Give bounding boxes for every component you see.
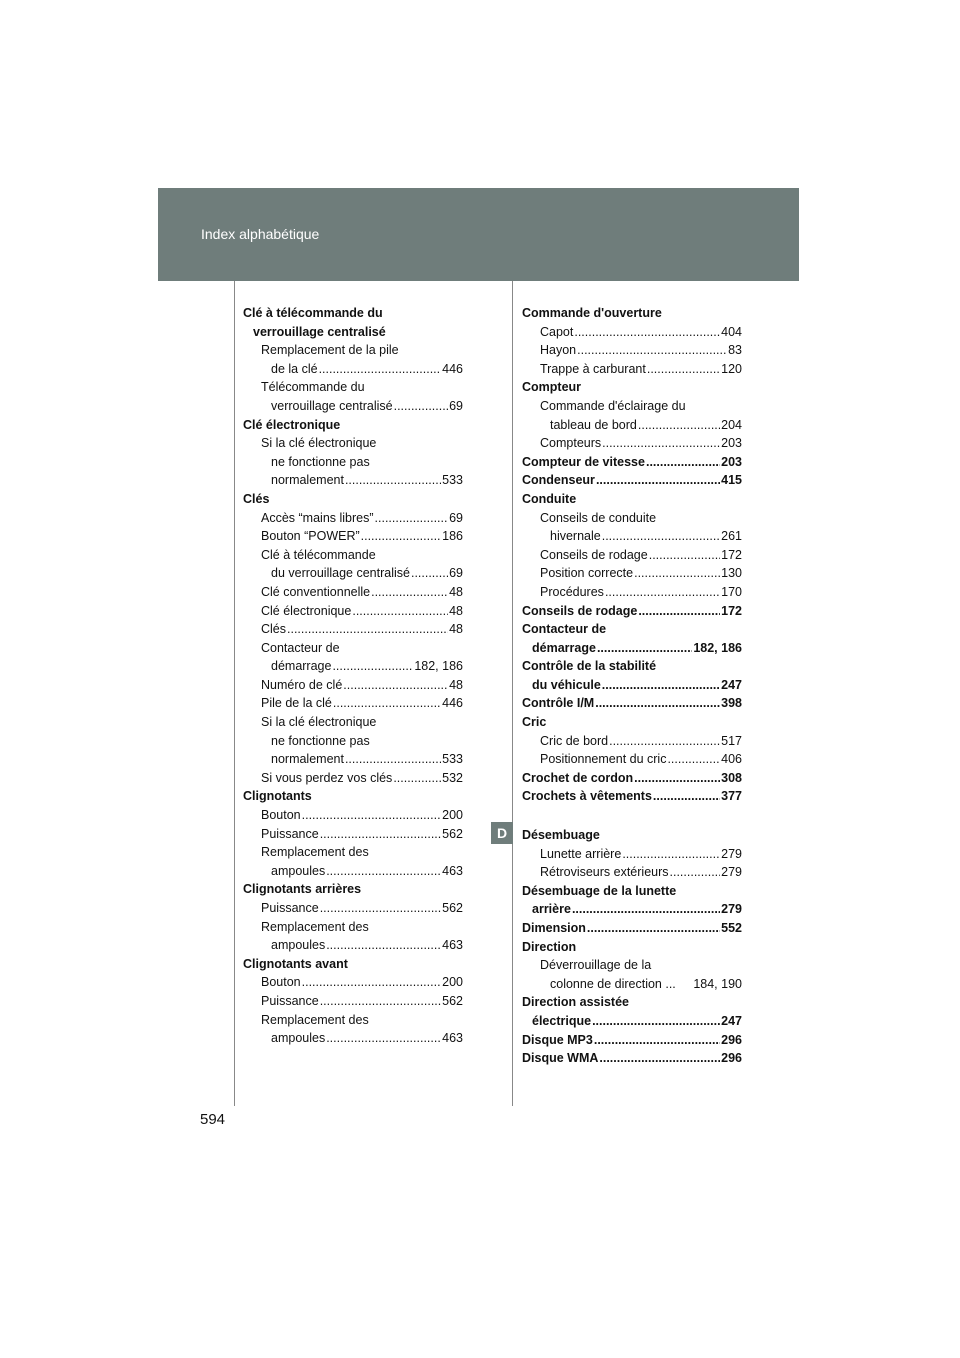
index-heading [243,304,463,323]
index-entry[interactable] [243,620,463,639]
entry-text: Si la clé électronique [261,436,377,451]
entry-text: Crochets à vêtements [522,789,652,804]
leader-dots [320,992,441,1011]
leader-dots [375,509,449,528]
index-entry[interactable] [243,899,463,918]
leader-dots [394,397,449,416]
leader-dots [287,620,448,639]
index-heading[interactable] [522,919,742,938]
index-entry[interactable] [522,360,742,379]
leader-dots [670,863,721,882]
leader-dots [622,845,720,864]
page-reference[interactable]: 296 [721,1032,742,1047]
index-entry[interactable] [522,341,742,360]
index-entry[interactable] [243,806,463,825]
leader-dots [326,936,441,955]
page-reference[interactable]: 532 [442,770,463,785]
page-reference[interactable]: 48 [449,622,463,637]
entry-text: ne fonctionne pas [271,733,370,748]
page-reference[interactable]: 69 [449,398,463,413]
page-reference[interactable]: 377 [721,789,742,804]
entry-text: Commande d'ouverture [522,306,662,320]
page-reference[interactable]: 446 [442,696,463,711]
entry-text: Procédures [540,584,604,599]
leader-dots [326,1029,441,1048]
page-reference[interactable]: 415 [721,473,742,488]
entry-text: Positionnement du cric [540,752,667,767]
entry-text: Compteur de vitesse [522,454,645,469]
leader-dots [393,769,441,788]
index-heading [522,826,742,845]
entry-text: Position correcte [540,566,634,581]
leader-dots [599,1049,720,1068]
entry-text: Clignotants avant [243,956,348,971]
page-reference[interactable]: 279 [721,902,742,917]
index-entry [522,397,742,416]
page-reference[interactable]: 120 [721,361,742,376]
page-reference[interactable]: 204 [721,417,742,432]
leader-dots [574,323,720,342]
entry-text: Dimension [522,921,586,935]
entry-text: Déverrouillage de la [540,958,652,973]
leader-dots [596,471,720,490]
entry-text: Pile de la clé [261,696,332,711]
index-entry[interactable] [243,769,463,788]
page-reference[interactable]: 48 [449,603,463,618]
leader-dots [320,899,441,918]
entry-text: Contacteur de [261,640,340,655]
page-reference[interactable]: 182, 186 [414,659,463,674]
page-reference[interactable]: 182, 186 [693,640,742,655]
index-heading[interactable] [522,1012,742,1031]
index-entry [243,843,463,862]
index-entry [243,453,463,472]
page-reference[interactable]: 261 [721,529,742,544]
entry-text: Commande d'éclairage du [540,398,686,413]
index-entry[interactable] [522,546,742,565]
header-title: Index alphabétique [201,226,320,242]
index-entry [522,956,742,975]
entry-text: Télécommande du [261,380,365,395]
index-entry[interactable] [522,975,742,994]
leader-dots [667,750,720,769]
entry-text: Conseils de conduite [540,510,657,525]
entry-text: Clignotants [243,789,312,804]
entry-text: Accès “mains libres” [261,510,374,525]
entry-text: Clé à télécommande [261,547,376,562]
index-entry [243,434,463,453]
page-reference[interactable]: 48 [449,677,463,692]
index-entry[interactable] [243,936,463,955]
index-entry[interactable] [243,825,463,844]
index-entry[interactable] [243,1029,463,1048]
column-divider-left [234,281,235,1106]
page-reference[interactable]: 184, 190 [693,976,742,991]
page-reference[interactable]: 308 [721,770,742,785]
page-reference[interactable]: 186 [442,529,463,544]
leader-dots [594,1031,720,1050]
leader-dots [653,787,720,806]
entry-text: du véhicule [532,677,601,692]
index-entry[interactable] [522,323,742,342]
entry-text: Direction [522,939,577,954]
page-reference[interactable]: 279 [721,865,742,880]
index-heading[interactable] [522,900,742,919]
entry-text: Contrôle I/M [522,696,595,711]
entry-text: Conduite [522,491,577,506]
index-entry[interactable] [522,564,742,583]
page-reference[interactable]: 48 [449,584,463,599]
leader-dots [371,583,448,602]
leader-dots [345,750,441,769]
leader-dots [605,583,720,602]
index-entry[interactable] [243,509,463,528]
index-entry[interactable] [243,602,463,621]
index-entry[interactable] [243,397,463,416]
entry-text: Clés [261,622,287,637]
entry-text: démarrage [532,640,596,655]
index-entry[interactable] [243,694,463,713]
letter-tab[interactable]: D [491,822,513,844]
index-heading[interactable] [522,1049,742,1068]
index-heading [243,955,463,974]
index-heading[interactable] [522,1031,742,1050]
entry-text: de la clé [271,361,318,376]
leader-dots [647,360,720,379]
page-reference[interactable]: 463 [442,863,463,878]
entry-text: Bouton [261,975,301,990]
index-heading[interactable] [522,694,742,713]
entry-text: Désembuage [522,828,600,843]
entry-text: verrouillage centralisé [271,398,393,413]
leader-dots [597,639,692,658]
entry-text: Trappe à carburant [540,361,646,376]
leader-dots [352,602,448,621]
entry-text: Lunette arrière [540,846,622,861]
page-number: 594 [200,1111,226,1128]
leader-dots [343,676,448,695]
leader-dots [646,453,720,472]
index-entry[interactable] [522,845,742,864]
index-entry[interactable] [243,564,463,583]
index-entry [243,378,463,397]
page-reference[interactable]: 463 [442,1031,463,1046]
index-heading[interactable] [522,676,742,695]
entry-text: Cric de bord [540,733,609,748]
leader-dots [638,416,720,435]
leader-dots [319,360,442,379]
page-reference[interactable]: 552 [721,921,742,935]
index-heading [522,490,742,509]
leader-dots [595,694,720,713]
leader-dots [326,862,441,881]
leader-dots [332,657,413,676]
index-entry[interactable] [522,863,742,882]
page-reference[interactable]: 398 [721,696,742,711]
leader-dots [302,973,442,992]
entry-text: Remplacement des [261,1012,369,1027]
index-entry[interactable] [522,583,742,602]
entry-text: Direction assistée [522,995,629,1010]
entry-text: Clignotants arrières [243,882,362,897]
entry-text: Disque WMA [522,1051,599,1066]
index-heading [243,323,463,342]
leader-dots [577,341,727,360]
entry-text: Contrôle de la stabilité [522,659,657,674]
index-entry [243,918,463,937]
page-reference[interactable]: 83 [728,343,742,358]
entry-text: Remplacement des [261,919,369,934]
index-entry[interactable] [243,657,463,676]
entry-text: Rétroviseurs extérieurs [540,865,669,880]
entry-text: Conseils de rodage [522,603,638,618]
leader-dots [345,471,441,490]
entry-text: Conseils de rodage [540,547,648,562]
index-heading [522,713,742,732]
index-heading [522,993,742,1012]
entry-text: arrière [532,902,571,917]
entry-text: Bouton “POWER” [261,529,360,544]
entry-text: ampoules [271,1031,326,1046]
entry-text: ne fonctionne pas [271,454,370,469]
entry-text: Hayon [540,343,577,358]
entry-text: Clé à télécommande du [243,306,383,320]
page-reference[interactable]: 406 [721,752,742,767]
page-reference[interactable]: 247 [721,677,742,692]
entry-text: Remplacement des [261,845,369,860]
index-entry [243,1011,463,1030]
page-reference[interactable]: 172 [721,547,742,562]
leader-dots [333,694,441,713]
index-heading[interactable] [522,453,742,472]
index-entry[interactable] [522,527,742,546]
page-reference[interactable]: 200 [442,975,463,990]
index-entry[interactable] [243,527,463,546]
entry-text: Disque MP3 [522,1032,593,1047]
leader-dots [592,1012,720,1031]
leader-dots [602,676,720,695]
entry-text: Capot [540,324,574,339]
entry-text: Puissance [261,826,319,841]
index-entry[interactable] [243,471,463,490]
entry-text: Numéro de clé [261,677,343,692]
index-heading [243,416,463,435]
entry-text: tableau de bord [550,417,637,432]
index-heading [522,620,742,639]
index-heading [243,787,463,806]
page-reference[interactable]: 296 [721,1051,742,1066]
entry-text: Condenseur [522,473,595,488]
index-column-left [243,304,463,1048]
entry-text: Clé électronique [261,603,352,618]
leader-dots [634,564,720,583]
entry-text: normalement [271,473,344,488]
index-heading[interactable] [522,787,742,806]
page-reference[interactable]: 130 [721,566,742,581]
index-column-right [522,304,742,1068]
index-entry [243,341,463,360]
page-reference[interactable]: 446 [442,361,463,376]
index-entry[interactable] [243,992,463,1011]
page-reference[interactable]: 404 [721,324,742,339]
page-reference[interactable]: 562 [442,826,463,841]
page-reference[interactable]: 279 [721,846,742,861]
page-reference[interactable]: 203 [721,454,742,469]
page-reference[interactable]: 562 [442,901,463,915]
page-reference[interactable]: 69 [449,510,463,525]
entry-text: électrique [532,1013,592,1028]
leader-dots [361,527,442,546]
entry-text: colonne de direction ... [550,976,676,991]
entry-text: ampoules [271,863,326,878]
entry-text: Si la clé électronique [261,715,377,730]
index-entry [522,509,742,528]
index-entry[interactable] [243,583,463,602]
entry-text: ampoules [271,938,326,953]
index-entry[interactable] [243,862,463,881]
column-divider-right [512,281,513,1106]
entry-text: Puissance [261,993,319,1008]
index-heading [522,657,742,676]
index-entry[interactable] [243,360,463,379]
page-reference[interactable]: 463 [442,938,463,953]
entry-text: Compteurs [540,436,602,451]
index-heading[interactable] [522,471,742,490]
index-heading[interactable] [522,602,742,621]
index-entry [243,639,463,658]
entry-text: Bouton [261,808,301,823]
entry-text: démarrage [271,659,332,674]
section-gap [522,806,742,826]
page-reference[interactable]: 203 [721,436,742,451]
entry-text: hivernale [550,529,601,544]
index-heading [243,490,463,509]
entry-text: Remplacement de la pile [261,343,399,358]
entry-text: normalement [271,752,344,767]
index-entry[interactable] [243,676,463,695]
entry-text: Clés [243,491,270,506]
page-reference[interactable]: 200 [442,808,463,823]
entry-text: Clé électronique [243,417,341,432]
entry-text: Crochet de cordon [522,770,634,785]
index-entry [243,732,463,751]
leader-dots [572,900,720,919]
entry-text: du verrouillage centralisé [271,566,410,581]
index-heading [522,304,742,323]
section-header [158,188,799,281]
page-reference[interactable]: 247 [721,1013,742,1028]
index-entry[interactable] [522,416,742,435]
index-heading[interactable] [522,639,742,658]
leader-dots [634,769,720,788]
entry-text: Clé conventionnelle [261,584,371,599]
page-reference[interactable]: 69 [449,566,463,581]
entry-text: Cric [522,715,547,730]
entry-text: Si vous perdez vos clés [261,770,393,785]
page-reference[interactable]: 533 [442,473,463,488]
index-entry [243,546,463,565]
index-entry[interactable] [522,434,742,453]
entry-text: Contacteur de [522,622,607,637]
leader-dots [609,732,720,751]
index-heading [243,880,463,899]
leader-dots [320,825,441,844]
index-entry [243,713,463,732]
index-heading [522,938,742,957]
page-reference[interactable]: 170 [721,584,742,599]
leader-dots [411,564,448,583]
entry-text: Compteur [522,380,582,395]
index-heading [522,378,742,397]
index-entry[interactable] [243,750,463,769]
index-heading[interactable] [522,769,742,788]
entry-text: Désembuage de la lunette [522,883,677,898]
page-reference[interactable]: 172 [721,603,742,618]
entry-text: Puissance [261,901,319,915]
page-reference[interactable]: 533 [442,752,463,767]
page-reference[interactable]: 517 [721,733,742,748]
leader-dots [302,806,442,825]
index-entry[interactable] [522,732,742,751]
index-heading [522,882,742,901]
index-entry[interactable] [522,750,742,769]
index-entry[interactable] [243,973,463,992]
entry-text: verrouillage centralisé [253,324,386,339]
leader-dots [602,434,720,453]
leader-dots [649,546,720,565]
leader-dots [602,527,720,546]
page-reference[interactable]: 562 [442,993,463,1008]
leader-dots [638,602,720,621]
leader-dots [587,919,720,938]
